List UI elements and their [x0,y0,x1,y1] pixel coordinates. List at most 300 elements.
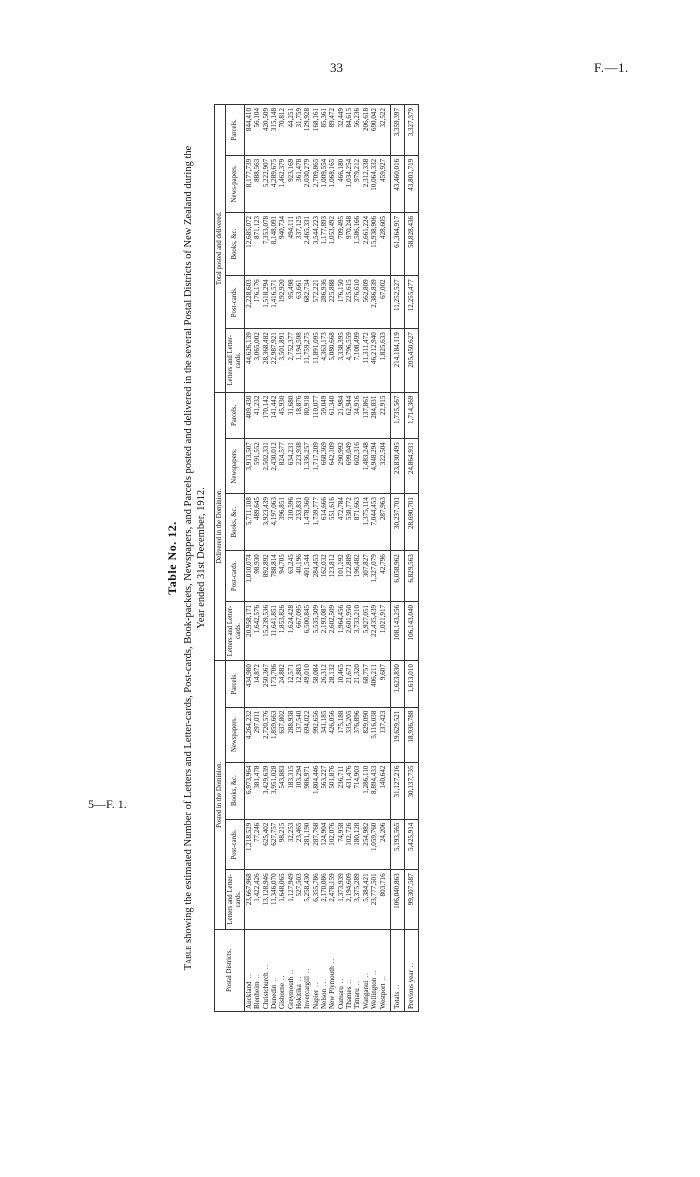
table-cell: 106,040,863 [390,870,404,929]
table-cell: 667,095 [295,601,303,660]
table-cell: 2,502,331 [262,439,270,494]
table-cell: 11,252,527 [390,276,404,329]
table-cell: 44,626,139 [245,329,254,392]
leader-dots: .. [320,980,329,989]
table-cell: 1,127,949 [287,870,295,929]
table-cell: 46,212,940 [370,329,378,392]
table-cell: 466,180 [337,155,345,212]
table-cell: 23,830,495 [390,439,404,494]
table-cell: 2,661,224 [362,212,370,275]
leader-dots: .. [286,968,295,977]
table-cell: 41,232 [253,392,261,439]
table-cell: 196,482 [353,551,361,602]
table-cell: 940,734 [278,212,286,275]
table-cell: 1,327,079 [370,551,378,602]
table-row [370,105,378,1012]
page-number: 33 [330,60,343,75]
table-cell: 98,215 [278,819,286,870]
table-cell: 376,896 [353,707,361,762]
district-name [320,929,328,1011]
table-cell: 176,176 [253,276,261,329]
table-cell: 175,188 [337,707,345,762]
table-cell: 428,605 [379,212,391,275]
table-cell: 1,218,529 [245,819,254,870]
header-letters: Letters and Letter-cards. [226,601,245,660]
table-cell: 28,368,482 [262,329,270,392]
table-cell: 1,804,446 [312,762,320,819]
table-cell: 426,056 [328,707,336,762]
district-name [362,929,370,1011]
table-cell: 591,552 [253,439,261,494]
header-total: Total posted and delivered. [215,105,226,393]
table-cell: 1,194,598 [295,329,303,392]
table-cell: 5,222,907 [262,155,270,212]
table-cell: 431,476 [345,762,353,819]
table-cell: 2,194,609 [345,870,353,929]
table-cell: 61,340 [328,392,336,439]
leader-dots: .. [353,980,362,989]
table-cell: 8,177,739 [245,155,254,212]
table-row [404,105,418,1012]
table-cell: 5,258,430 [303,870,311,929]
district-name-text: Thames [345,986,354,1009]
table-cell: 668,369 [320,439,328,494]
table-cell: 2,312,338 [362,155,370,212]
table-row [245,105,254,1012]
table-cell: 829,090 [362,707,370,762]
table-cell: 94,705 [278,551,286,602]
district-name-text: Dunedin [270,984,279,1009]
table-caption-text: showing the estimated Number of Letters and Letter-cards, Post-cards, Book-packets, Newspapers, and Parcels posted and delivered in the several Postal Districts of New Zealand during the Year ended 31st December, 1912. [183,145,207,943]
table-cell: 501,876 [328,762,336,819]
table-cell: 3,501,891 [278,329,286,392]
table-cell: 3,733,210 [353,601,361,660]
table-cell: 101,192 [337,551,345,602]
table-cell: 2,386,839 [370,276,378,329]
table-cell: 2,752,377 [287,329,295,392]
district-name [404,929,418,1011]
table-cell: 1,021,917 [379,601,391,660]
header-parcels: Parcels. [226,661,245,708]
leader-dots: .. [261,964,270,973]
table-cell: 2,602,509 [328,601,336,660]
table-cell: 3,359,397 [390,105,404,156]
table-row [379,105,391,1012]
table-cell: 59,049 [320,392,328,439]
table-cell: 162,032 [320,551,328,602]
table-cell: 1,462,379 [278,155,286,212]
table-cell: 1,373,939 [337,870,345,929]
header-letters: Letters and Letter-cards. [226,329,245,392]
table-cell: 634,231 [287,439,295,494]
table-cell: 5,193,565 [390,819,404,870]
table-cell: 11,891,095 [312,329,320,392]
table-cell: 12,883 [295,661,303,708]
leader-dots: .. [245,973,253,982]
table-cell: 43,801,719 [404,155,418,212]
table-cell: 31,759 [295,105,303,156]
table-cell: 3,338,395 [337,329,345,392]
table-row [287,105,295,1012]
table-cell: 1,623,830 [390,661,404,708]
leader-dots: .. [361,972,370,981]
table-cell: 297,011 [253,707,261,762]
table-cell: 602,316 [353,439,361,494]
table-cell: 682,734 [303,276,311,329]
table-cell: 699,049 [345,439,353,494]
table-cell: 979,212 [353,155,361,212]
header-delivered: Delivered in the Dominion. [215,392,226,661]
district-name-text: Gisborne [278,982,287,1009]
district-name [337,929,345,1011]
table-cell: 15,239,536 [262,601,270,660]
table-cell: 32,449 [337,105,345,156]
district-name-text: Totals [392,991,401,1009]
table-cell: 168,161 [312,105,320,156]
district-name [270,929,278,1011]
table-cell: 12,685,072 [245,212,254,275]
table-cell: 236,711 [337,762,345,819]
table-cell: 1,068,165 [328,155,336,212]
table-cell: 3,923,439 [262,494,270,551]
table-cell: 49,010 [303,661,311,708]
table-cell: 6,355,786 [312,870,320,929]
postal-statistics-table [214,104,419,1012]
table-cell: 45,930 [278,392,286,439]
document-reference: F.—1. [594,60,629,75]
table-cell: 1,717,209 [312,439,320,494]
header-books: Books, &c. [226,762,245,819]
leader-dots: .. [295,975,304,985]
table-cell: 1,739,777 [312,494,320,551]
table-cell: 1,059,760 [370,819,378,870]
page-footer-reference: 5—F. 1. [88,797,127,811]
table-cell: 99,307,587 [404,870,418,929]
table-cell: 1,735,567 [390,392,404,439]
table-cell: 1,177,893 [320,212,328,275]
table-cell: 225,615 [345,276,353,329]
table-cell: 6,500,845 [303,601,311,660]
district-name [245,929,254,1011]
table-cell: 5,384,421 [362,870,370,929]
table-cell: 4,289,675 [270,155,278,212]
table-cell: 11,311,472 [362,329,370,392]
table-cell: 137,861 [362,392,370,439]
table-cell: 7,108,499 [353,329,361,392]
table-cell: 56,236 [353,105,361,156]
district-name-text: Nelson [320,988,329,1009]
table-cell: 337,125 [295,212,303,275]
table-cell: 32,522 [379,105,391,156]
table-cell: 10,465 [337,661,345,708]
district-name-text: Hokitika [295,984,304,1009]
table-cell: 694,022 [303,707,311,762]
table-cell: 1,642,576 [253,601,261,660]
table-cell: 77,246 [253,819,261,870]
table-cell: 24,864,931 [404,439,418,494]
district-name [312,929,320,1011]
table-cell: 84,615 [345,105,353,156]
table-cell: 22,915 [379,392,391,439]
table-cell: 192,920 [278,276,286,329]
district-name [379,929,391,1011]
table-cell: 123,812 [328,551,336,602]
table-cell: 3,327,379 [404,105,418,156]
leader-dots: .. [406,961,415,971]
table-cell: 3,951,028 [270,762,278,819]
table-cell: 10,064,332 [370,155,378,212]
table-cell: 803,716 [379,870,391,929]
table-cell: 254,982 [362,819,370,870]
table-cell: 85,361 [320,105,328,156]
table-row [362,105,370,1012]
table-cell: 310,596 [287,494,295,551]
table-cell: 527,503 [295,870,303,929]
table-cell: 986,971 [303,762,311,819]
table-cell: 137,540 [295,707,303,762]
table-cell: 970,248 [345,212,353,275]
table-cell: 63,245 [287,551,295,602]
table-cell: 5,116,038 [370,707,378,762]
table-cell: 494,111 [287,212,295,275]
leader-dots: .. [253,973,262,982]
table-cell: 102,076 [328,819,336,870]
leader-dots: .. [311,981,320,990]
table-cell: 627,757 [270,819,278,870]
table-cell: 472,784 [337,494,345,551]
table-cell: 23,777,501 [370,870,378,929]
table-cell: 286,936 [320,276,328,329]
table-row [253,105,261,1012]
table-cell: 1,010,074 [245,551,254,602]
table-cell: 1,859,663 [270,707,278,762]
table-cell: 690,042 [370,105,378,156]
table-cell: 21,984 [337,392,345,439]
table-cell: 888,563 [253,155,261,212]
table-cell: 2,030,279 [303,155,311,212]
header-books: Books, &c. [226,494,245,551]
table-cell: 1,714,369 [404,392,418,439]
table-cell: 11,641,851 [270,601,278,660]
table-cell: 543,883 [278,762,286,819]
table-cell: 2,170,086 [320,870,328,929]
table-cell: 1,483,248 [362,439,370,494]
table-cell: 23,465 [295,819,303,870]
table-cell: 1,375,114 [362,494,370,551]
table-cell: 992,656 [312,707,320,762]
table-cell: 3,544,223 [312,212,320,275]
table-cell: 67,002 [379,276,391,329]
table-cell: 180,128 [353,819,361,870]
table-cell: 18,936,788 [404,707,418,762]
table-cell: 1,613,010 [404,661,418,708]
table-cell: 18,876 [295,392,303,439]
table-cell: 401,544 [303,551,311,602]
table-number: Table No. 12. [165,521,179,595]
table-cell: 26,312 [320,661,328,708]
table-cell: 1,624,428 [287,601,295,660]
table-cell: 30,137,735 [404,762,418,819]
table-cell: 5,080,668 [328,329,336,392]
table-cell: 1,336,257 [303,439,311,494]
rotated-table-sheet [164,104,496,1012]
table-cell: 625,402 [262,819,270,870]
district-name-text: Wellington [370,977,379,1009]
district-name [253,929,261,1011]
district-name-text: Wanganui [361,980,370,1009]
table-cell: 233,831 [295,494,303,551]
table-row [303,105,311,1012]
table-cell: 205,450,627 [404,329,418,392]
table-cell: 23,667,968 [245,870,254,929]
table-cell: 11,346,070 [270,870,278,929]
table-cell: 40,196 [295,551,303,602]
table-cell: 176,150 [337,276,345,329]
district-name [295,929,303,1011]
table-cell: 434,980 [245,661,254,708]
table-cell: 34,916 [353,392,361,439]
leader-dots: .. [370,969,379,978]
table-cell: 341,185 [320,707,328,762]
table-cell: 2,465,331 [303,212,311,275]
table-row [295,105,303,1012]
table-row [390,105,404,1012]
table-cell: 225,888 [328,276,336,329]
table-cell: 20,958,171 [245,601,254,660]
table-cell: 6,058,962 [390,551,404,602]
table-cell: 714,903 [353,762,361,819]
table-cell: 122,889 [345,551,353,602]
table-row [320,105,328,1012]
table-cell: 642,109 [328,439,336,494]
table-cell: 21,671 [345,661,353,708]
table-cell: 1,422,426 [253,870,261,929]
table-cell: 14,872 [253,661,261,708]
district-name-text: New Plymouth [328,966,337,1009]
table-cell: 124,904 [320,819,328,870]
table-cell: 2,478,159 [328,870,336,929]
leader-dots: .. [328,957,337,967]
table-cell: 140,642 [379,762,391,819]
table-cell: 106,143,040 [404,601,418,660]
table-caption-lead: Table [183,945,194,971]
table-row [312,105,320,1012]
table-cell: 9,607 [379,661,391,708]
table-cell: 1,518,294 [262,276,270,329]
table-cell: 98,930 [253,551,261,602]
table-cell: 923,169 [287,155,295,212]
district-name-text: Oamaru [336,986,345,1009]
table-cell: 572,221 [312,276,320,329]
table-row [278,105,286,1012]
table-cell: 287,768 [312,819,320,870]
table-cell: 871,123 [253,212,261,275]
table-cell: 1,009,554 [320,155,328,212]
table-cell: 1,825,633 [379,329,391,392]
table-cell: 1,964,456 [337,601,345,660]
table-cell: 1,286,110 [362,762,370,819]
table-cell: 284,453 [312,551,320,602]
table-cell: 871,663 [353,494,361,551]
table-cell: 2,430,012 [270,439,278,494]
table-cell: 287,963 [379,494,391,551]
table-cell: 844,410 [245,105,254,156]
header-letters: Letters and Letter-cards. [226,870,245,929]
header-newspapers: Newspapers. [226,439,245,494]
table-cell: 31,680 [287,392,295,439]
table-cell: 28,690,701 [404,494,418,551]
district-name [370,929,378,1011]
table-cell: 19,629,521 [390,707,404,762]
table-cell: 4,948,294 [370,439,378,494]
district-name [328,929,336,1011]
table-cell: 214,184,119 [390,329,404,392]
header-parcels: Parcels. [226,105,245,156]
table-cell: 2,228,603 [245,276,254,329]
table-row [353,105,361,1012]
table-cell: 11,759,275 [303,329,311,392]
table-cell: 562,809 [362,276,370,329]
table-cell: 30,237,701 [390,494,404,551]
table-cell: 406,211 [370,661,378,708]
table-cell: 137,423 [379,707,391,762]
table-cell: 2,193,087 [320,601,328,660]
table-cell: 6,973,964 [245,762,254,819]
district-name [345,929,353,1011]
table-cell: 110,077 [312,392,320,439]
district-name-text: Napier [311,989,320,1009]
table-cell: 24,206 [379,819,391,870]
table-cell: 7,044,453 [370,494,378,551]
table-cell: 420,509 [262,105,270,156]
table-cell: 563,227 [320,762,328,819]
table-row [328,105,336,1012]
district-name [262,929,270,1011]
header-posted: Posted in the Dominion. [215,661,226,929]
table-cell: 80,918 [303,392,311,439]
table-cell: 284,831 [370,392,378,439]
table-cell: 5,425,914 [404,819,418,870]
table-cell: 2,709,865 [312,155,320,212]
district-name-text: Auckland [245,981,253,1009]
table-cell: 290,992 [337,439,345,494]
table-cell: 3,429,639 [262,762,270,819]
header-postcards: Post-cards. [226,819,245,870]
table-cell: 74,958 [337,819,345,870]
table-body [245,105,419,1012]
table-cell: 281,190 [303,819,311,870]
table-cell: 4,197,063 [270,494,278,551]
table-cell: 459,927 [379,155,391,212]
table-cell: 4,796,559 [345,329,353,392]
table-cell: 322,504 [379,439,391,494]
leader-dots: .. [303,967,312,977]
header-postal-districts: Postal Districts. [215,929,245,1011]
table-cell: 8,894,433 [370,762,378,819]
table-row [270,105,278,1012]
table-cell: 396,851 [278,494,286,551]
table-cell: 3,913,507 [245,439,254,494]
table-cell: 206,618 [362,105,370,156]
table-cell: 173,706 [270,661,278,708]
header-postcards: Post-cards. [226,551,245,602]
table-cell: 361,478 [295,155,303,212]
header-books: Books, &c. [226,212,245,275]
table-cell: 103,294 [295,762,303,819]
district-name-text: Christchurch [261,972,270,1009]
table-cell: 31,127,216 [390,762,404,819]
table-cell: 614,666 [320,494,328,551]
